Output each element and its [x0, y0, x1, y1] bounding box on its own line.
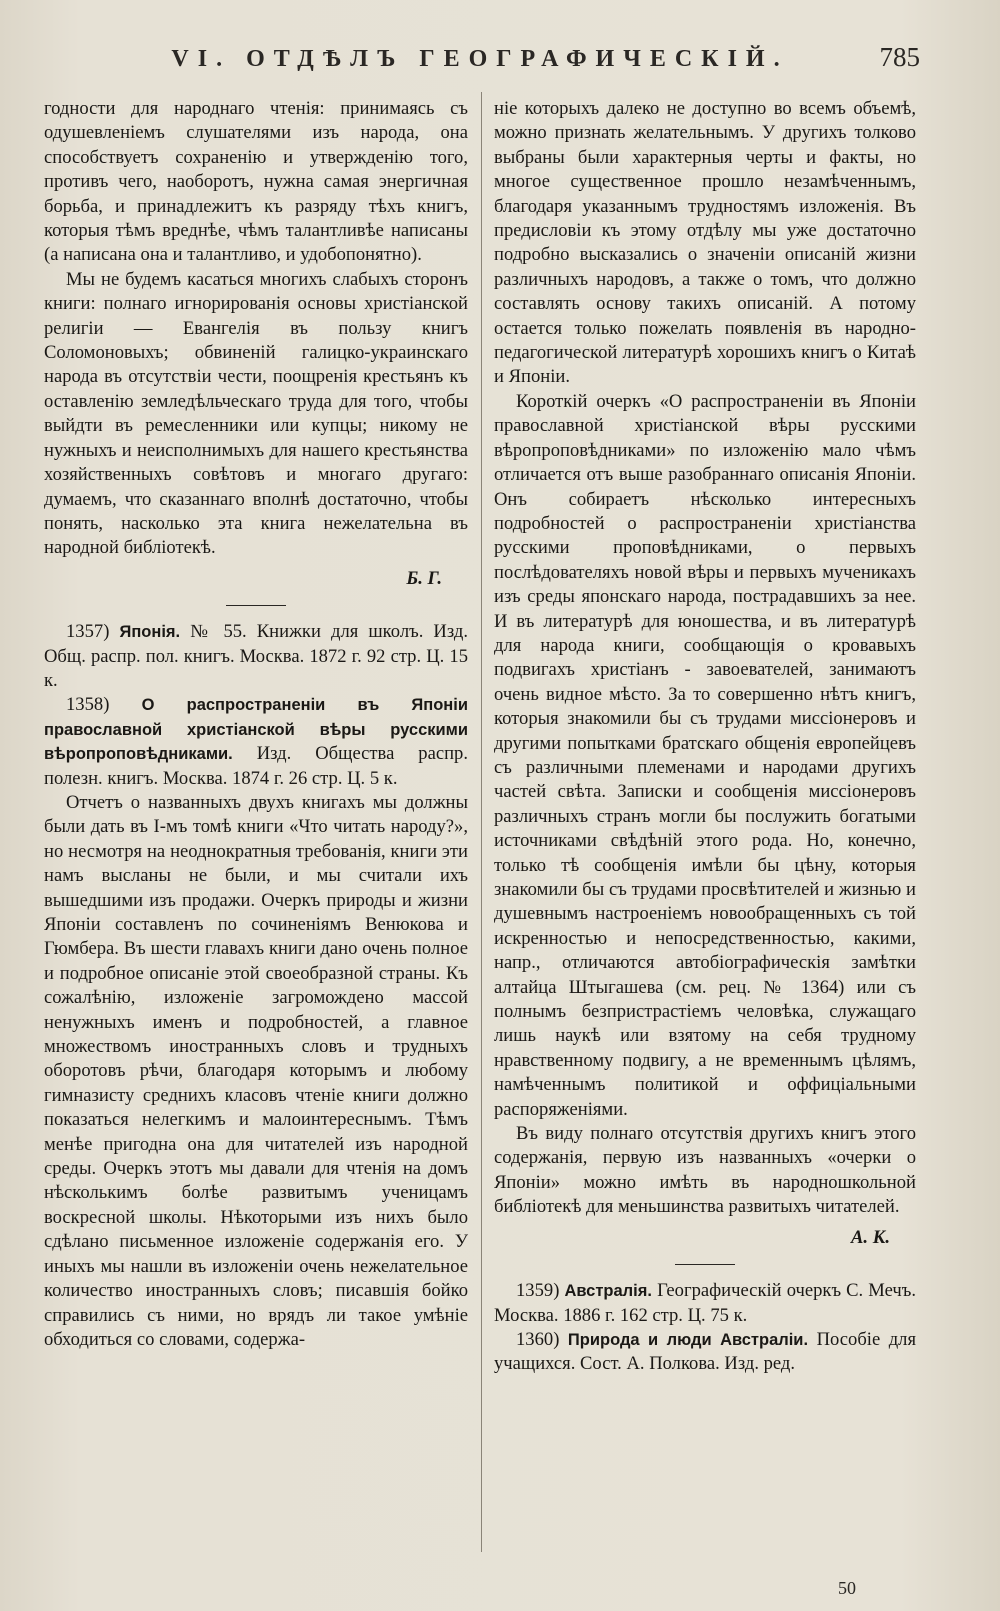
paragraph: Короткій очеркъ «О распространеніи въ Японіи православной христіанской вѣры русскими вѣропроповѣдниками» по изложенію мало чѣмъ отличается отъ выше разобраннаго описанія Японіи. Онъ собираетъ нѣсколько интересныхъ подробностей о распространеніи христіанства русскими проповѣдниками, о первыхъ послѣдователяхъ новой вѣры и первыхъ мученикахъ изъ среды японскаго народа, пострадавшихъ за нее. И въ литературѣ для юношества, и въ литературѣ для народа книги, сообщающія о кровавыхъ подвигахъ христіанъ - завоевателей, занимаютъ очень видное мѣсто. За то совершенно нѣтъ книгъ, которыя знакомили бы съ трудами миссіонеровъ и другими попытками братскаго общенія европейцевъ съ различными племенами и народами другихъ частей свѣта. Записки и сообщенія миссіонеровъ различныхъ странъ могли бы послужить богатыми источниками свѣдѣній этого рода. Но, конечно, только тѣ сообщенія имѣли бы цѣну, которыя знакомили бы съ трудами просвѣтителей и жизнью и душевнымъ настроеніемъ новообращенныхъ съ той искренностью и непосредственностью, какими, напр., отличаются автобіографическія замѣтки алтайца Штыгашева (см. рец. № 1364) или съ полнымъ безпристрастіемъ человѣка, служащаго лишь наукѣ или взятому на себя трудному нравственному подвигу, а не временнымъ цѣлямъ, намѣченнымъ политикой и оффиціальными распоряженіями.	[494, 390, 916, 1120]
paragraph: Отчетъ о названныхъ двухъ книгахъ мы должны были дать въ I-мъ томѣ книги «Что читать народу?», но несмотря на неоднократныя требованія, книги эти намъ высланы не были, и мы считали ихъ вышедшими изъ продажи. Очеркъ природы и жизни Японіи составленъ по сочиненіямъ Венюкова и Гюмбера. Въ шести главахъ книги дано очень полное и подробное описаніе этой своеобразной страны. Къ сожалѣнію, изложеніе загромождено массой ненужныхъ именъ и подробностей, а главное множествомъ иностранныхъ словъ и трудныхъ оборотовъ рѣчи, благодаря которымъ и любому гимназисту среднихъ класовъ чтеніе книги должно показаться нелегкимъ и малоинтереснымъ. Тѣмъ менѣе пригодна она для читателей изъ народной среды. Очеркъ этотъ мы давали для чтенія на домъ нѣсколькимъ болѣе развитымъ ученицамъ воскресной школы. Нѣкоторыми изъ нихъ было сдѣлано письменное изложеніе содержанія его. У иныхъ мы нашли въ изложеніи очень нежелательное количество иностранныхъ словъ; писавшія бойко справились съ ними, но врядъ ли такое умѣніе обходиться со словами, содержа-	[44, 791, 468, 1350]
entry-details: Пособіе для учащихся. Сост. А. Полкова. Изд. ред.	[494, 1328, 917, 1375]
column-divider	[481, 92, 482, 1552]
right-column	[494, 97, 916, 1377]
catalog-entry-1358	[44, 693, 468, 791]
separator-rule	[675, 1264, 735, 1265]
entry-details: № 55. Книжки для школъ. Изд. Общ. распр. пол. книгъ. Москва. 1872 г. 92 стр. Ц. 15 к.	[44, 621, 468, 691]
entry-number: 1359)	[516, 1280, 560, 1302]
page-number: 785	[879, 42, 920, 72]
entry-number: 1358)	[66, 694, 110, 716]
printer-signature-mark: 50	[838, 1578, 856, 1598]
entry-title: Японія.	[119, 623, 181, 642]
paragraph: годности для народнаго чтенія: принимаясь съ одушевленіемъ слушателями изъ народа, она способствуетъ сохраненію и утвержденію того, противъ чего, наоборотъ, нужна самая энергичная борьба, и принадлежитъ къ разряду тѣхъ книгъ, которыя тѣмъ вреднѣе, чѣмъ талантливѣе написаны (а написана она и талантливо, и удобопонятно).	[44, 98, 468, 266]
section-title: VI. ОТДѢЛЪ ГЕОГРАФИЧЕСКІЙ.	[171, 46, 789, 72]
reviewer-signature: А. К.	[851, 1226, 890, 1248]
entry-number: 1360)	[516, 1328, 560, 1350]
catalog-entry-1359	[494, 1279, 916, 1328]
catalog-entry-1360	[494, 1328, 916, 1377]
entry-title: Природа и люди Австраліи.	[567, 1330, 809, 1349]
entry-title: Австралія.	[564, 1282, 652, 1301]
entry-number: 1357)	[66, 621, 110, 643]
paragraph: Въ виду полнаго отсутствія другихъ книгъ этого содержанія, первую изъ названныхъ «очерки о Японіи» можно имѣть въ народношкольной библіотекѣ для меньшинства развитыхъ читателей.	[494, 1123, 916, 1218]
entry-details: Изд. Общества распр. полезн. книгъ. Москва. 1874 г. 26 стр. Ц. 5 к.	[44, 743, 468, 789]
reviewer-signature: Б. Г.	[406, 567, 442, 589]
paragraph: ніе которыхъ далеко не доступно во всемъ объемѣ, можно признать желательнымъ. У другихъ толково выбраны были характерныя черты и факты, но многое существенное прошло незамѣченнымъ, благодаря указаннымъ трудностямъ изложенія. Въ предисловіи къ этому отдѣлу мы уже достаточно подробно высказались о значеніи описаній жизни различныхъ народовъ, а также о томъ, что должно составлять основу такихъ описаній. А потому остается только пожелать появленія въ народно-педагогической литературѣ хорошихъ книгъ о Китаѣ и Японіи.	[494, 98, 916, 388]
separator-rule	[226, 605, 286, 606]
paragraph: Мы не будемъ касаться многихъ слабыхъ сторонъ книги: полнаго игнорированія основы христіанской религіи — Евангелія въ пользу книгъ Соломоновыхъ; обвиненій галицко-украинскаго народа въ отсутствіи чести, поощренія крестьянъ къ оставленію земледѣльческаго труда для того, чтобы выйдти въ ремесленники или купцы; никому не нужныхъ и неисполнимыхъ для нашего крестьянства хозяйственныхъ совѣтовъ и многаго другаго: думаемъ, что сказаннаго вполнѣ достаточно, чтобы понять, насколько эта книга нежелательна въ народной библіотекѣ.	[44, 268, 468, 559]
page-header	[40, 40, 920, 80]
entry-details: Географическій очеркъ С. Мечъ. Москва. 1886 г. 162 стр. Ц. 75 к.	[494, 1280, 916, 1326]
left-column	[44, 97, 468, 1352]
entry-title: О распространеніи въ Японіи православной христіанской вѣры русскими вѣропроповѣдниками.	[44, 696, 468, 764]
catalog-entry-1357	[44, 620, 468, 693]
